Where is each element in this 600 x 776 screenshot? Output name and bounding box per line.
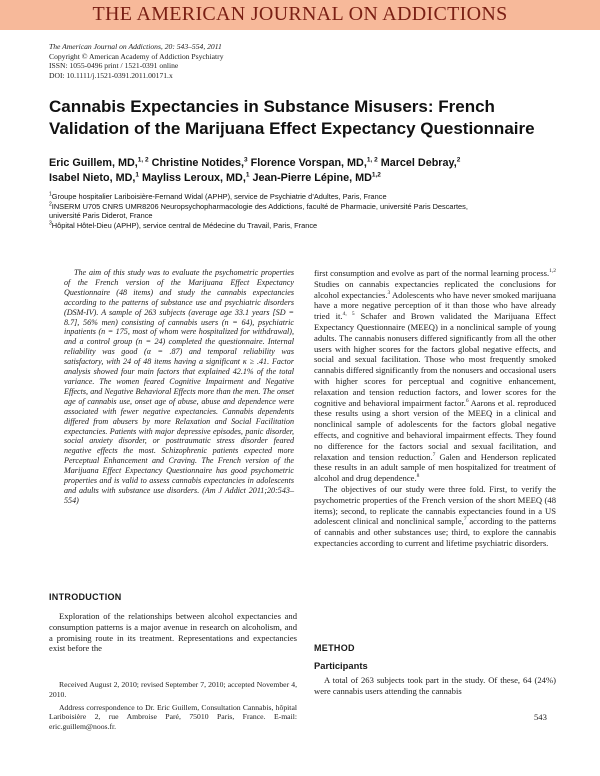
affil-ref: 2: [456, 156, 461, 164]
participants-text: A total of 263 subjects took part in the study. Of these, 64 (24%) were cannabis users attending the cannabis: [314, 675, 556, 696]
affiliation-2: [49, 202, 569, 212]
introduction-text: Exploration of the relationships between alcohol expectancies and consumption patterns is a major avenue in research on alcoholism, and a promising route in its treatment. Representations and expectancies exist before the: [49, 611, 297, 654]
author-name: Jean-Pierre Lépine, MD: [252, 172, 372, 184]
citation-line: The American Journal on Addictions, 20: 543–554, 2011: [49, 42, 222, 51]
author-line-1: [49, 156, 569, 171]
method-heading: METHOD: [314, 643, 355, 653]
author-name: Eric Guillem, MD,: [49, 157, 138, 169]
text-run: Schafer and Brown validated the Marijuana Effect Expectancy Questionnaire (MEEQ) in a nonclinical sample of young adults. The cannabis nonusers differed significantly from all the other users with higher scores for the factors global negative effects, and social and sexual facilitation. Those who most frequently smoked cannabis differed significantly from the nonusers and occasional users with higher scores for perceptual and cognitive enhancement, relaxation and tension reduction factors, and lower scores for the cognitive and behavioral impairment factor.: [314, 311, 557, 408]
author-name: Christine Notides,: [151, 157, 245, 169]
affil-ref: 1: [135, 171, 140, 179]
reference: 7: [432, 451, 436, 458]
affil-number: 1: [49, 191, 52, 198]
affil-ref: 1,2: [371, 171, 381, 179]
affil-ref: 3: [244, 156, 248, 164]
copyright-line: Copyright © American Academy of Addiction Psychiatry: [49, 51, 224, 61]
title-line-2: Validation of the Marijuana Effect Expectancy Questionnaire: [49, 119, 535, 138]
journal-banner: [0, 0, 600, 30]
text-run: Aarons et al. reproduced these results using a short version of the MEEQ in a clinical and nonclinical sample of adolescents for the factors global negative effects, and cognitive and behavioral impairment effects. They found no difference for the factors social and sexual facilitation, and relaxation and tension reduction.: [314, 397, 556, 462]
title-line-1: Cannabis Expectancies in Substance Misusers: French: [49, 97, 495, 116]
reference: 7: [463, 516, 467, 523]
received-dates: Received August 2, 2010; revised September 7, 2010; accepted November 4, 2010.: [49, 680, 297, 699]
author-name: Marcel Debray,: [380, 157, 457, 169]
text-run: Studies on cannabis expectancies replicated the conclusions for alcohol expectancies.: [314, 278, 556, 300]
affil-ref: 1, 2: [137, 156, 149, 164]
affil-number: 3: [49, 220, 52, 227]
affil-text: Groupe hospitalier Lariboisière-Fernand Widal (APHP), service de Psychiatrie d’Adultes, Paris, France: [51, 192, 387, 201]
article-title: [49, 96, 569, 140]
paragraph: [314, 268, 556, 484]
article-metadata: [49, 42, 349, 80]
author-name: Mayliss Leroux, MD,: [142, 172, 246, 184]
reference: 6: [465, 397, 469, 404]
reference: 8: [416, 473, 420, 480]
affil-number: 2: [49, 201, 52, 208]
page-number: 543: [534, 712, 547, 722]
reference: 3: [387, 289, 391, 296]
author-name: Isabel Nieto, MD,: [49, 172, 136, 184]
affiliation-3: [49, 221, 569, 231]
journal-name: THE AMERICAN JOURNAL ON ADDICTIONS: [92, 3, 508, 25]
issn-line: ISSN: 1055-0496 print / 1521-0391 online: [49, 61, 179, 71]
footnote: [49, 680, 297, 735]
author-list: [49, 156, 569, 186]
participants-heading: Participants: [314, 660, 368, 671]
text-run: The objectives of our study were three fold. First, to verify the psychometric properties of the French version of the short MEEQ (48 items); second, to replicate the cannabis expectancies found in a US adolescent clinical and nonclinical sample,: [314, 483, 556, 527]
affil-ref: 1, 2: [366, 156, 378, 164]
text-run: Adolescents who have never smoked marijuana have a more negative perception of it than those who have already tried it.: [314, 289, 556, 322]
right-column-text: [314, 268, 556, 549]
affil-text: INSERM U705 CNRS UMR8206 Neuropsychopharmacologie des Addictions, faculté de Pharmacie, université Paris Descartes,: [51, 201, 468, 211]
text-run: according to the patterns of cannabis and other substances use; third, to explore the cannabis expectancies according to current and lifetime psychiatric disorders.: [314, 516, 556, 548]
affiliations: [49, 192, 569, 230]
affil-ref: 1: [245, 171, 250, 179]
affiliation-1: [49, 192, 569, 202]
text-run: first consumption and evolve as part of the normal learning process.: [314, 268, 550, 278]
doi-line: DOI: 10.1111/j.1521-0391.2011.00171.x: [49, 70, 173, 80]
abstract: The aim of this study was to evaluate the psychometric properties of the French version of the Marijuana Effect Expectancy Questionnaire (48 items) and study the cannabis expectancies according to the patterns of substance use and psychiatric disorders (DSM-IV). A sample of 263 subjects (average age 33.1 years [SD = 8.7], 56% men) consisting of cannabis users (n = 64), psychiatric inpatients (n = 175, most of whom were hospitalized for withdrawal), and a control group (n = 24) completed the questionnaire. Internal reliability was good (α = .87) and temporal reliability was satisfactory, with 24 of 48 items having a significant κ ≥ .41. Factor analysis showed four main factors that explained 42.1% of the total variance. The women feared Cognitive Impairment and Negative Effects, and Negative Behavioral Effects more than the men. The onset age of cannabis use, onset age of abuse, abuse and dependence were associated with fewer negative expectancies. Cannabis dependents differed from abusers by more Relaxation and Social Facilitation expectancies. Patients with major depressive episodes, panic disorder, social anxiety disorder, or posttraumatic stress disorder feared negative effects the most. Schizophrenic patients expected more Perceptual Enhancement and Craving. The French version of the Marijuana Effect Expectancy Questionnaire has good psychometric properties and is valid to assess cannabis expectancies in adolescents and adults with substance use disorders. (Am J Addict 2011;20:543–554): [64, 268, 294, 505]
text-run: Galen and Henderson replicated these results in an adult sample of men hospitalized for treatment of alcohol and drug dependence.: [314, 451, 556, 484]
reference: 1,2: [549, 268, 556, 275]
affiliation-2-cont: université Paris Diderot, France: [49, 211, 153, 221]
author-name: Florence Vorspan, MD,: [250, 157, 367, 169]
correspondence-address: Address correspondence to Dr. Eric Guillem, Consultation Cannabis, hôpital Lariboisière 2, rue Ambroise Paré, 75010 Paris, France. E-mail: eric.guillem@noos.fr.: [49, 702, 297, 732]
paragraph: [314, 484, 556, 549]
author-line-2: [49, 171, 569, 186]
introduction-heading: INTRODUCTION: [49, 592, 122, 602]
reference: 4, 5: [342, 311, 355, 318]
affil-text: Hôpital Hôtel-Dieu (APHP), service central de Médecine du Travail, Paris, France: [51, 220, 318, 230]
